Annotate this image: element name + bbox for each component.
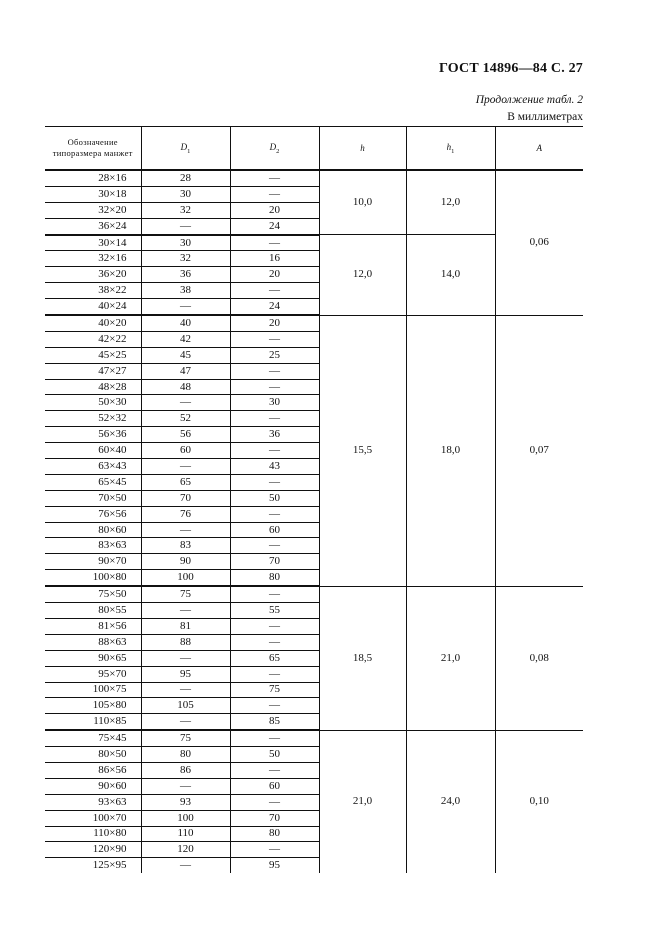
cell-d1: 28	[141, 170, 230, 186]
cell-d1: —	[141, 714, 230, 730]
cell-d1: 60	[141, 443, 230, 459]
cell-designation: 105×80	[45, 698, 141, 714]
cell-designation: 36×20	[45, 267, 141, 283]
cell-designation: 81×56	[45, 618, 141, 634]
cell-d2: 16	[230, 251, 319, 267]
cell-d1: 88	[141, 634, 230, 650]
cell-designation: 47×27	[45, 363, 141, 379]
cell-h1: 21,0	[406, 586, 495, 730]
cell-designation: 45×25	[45, 347, 141, 363]
cell-d2: —	[230, 762, 319, 778]
cell-d1: 75	[141, 730, 230, 746]
cell-designation: 28×16	[45, 170, 141, 186]
column-header-a	[495, 127, 583, 171]
cell-d1: —	[141, 299, 230, 315]
cell-designation: 42×22	[45, 331, 141, 347]
cell-d1: 83	[141, 538, 230, 554]
cell-d2: —	[230, 634, 319, 650]
cell-d2: —	[230, 235, 319, 251]
cell-h: 18,5	[319, 586, 406, 730]
column-header-designation: Обозначение типоразмера манжет	[45, 127, 141, 171]
cell-d2: 20	[230, 315, 319, 331]
cell-a: 0,10	[529, 795, 549, 808]
cell-a: 0,06	[495, 170, 583, 315]
cell-d1: —	[141, 522, 230, 538]
cell-designation: 86×56	[45, 762, 141, 778]
column-header-h	[319, 127, 406, 171]
cell-d2: 30	[230, 395, 319, 411]
table-continuation-note: Продолжение табл. 2	[475, 94, 583, 106]
cell-a: 0,07	[495, 315, 583, 586]
cell-designation: 75×45	[45, 730, 141, 746]
cell-designation: 76×56	[45, 506, 141, 522]
cell-d2: —	[230, 506, 319, 522]
cell-d2: 70	[230, 810, 319, 826]
units-note: В миллиметрах	[507, 111, 583, 123]
cell-d2: —	[230, 379, 319, 395]
cell-d1: 42	[141, 331, 230, 347]
d2-subscript: 2	[276, 147, 280, 155]
cell-d2: 60	[230, 522, 319, 538]
cell-d2: —	[230, 363, 319, 379]
cell-d1: 32	[141, 202, 230, 218]
cell-d2: 24	[230, 218, 319, 234]
cell-designation: 38×22	[45, 283, 141, 299]
cell-d1: 40	[141, 315, 230, 331]
cell-d2: —	[230, 443, 319, 459]
cell-d1: 70	[141, 490, 230, 506]
cell-d1: 81	[141, 618, 230, 634]
cell-d2: —	[230, 331, 319, 347]
cell-designation: 120×90	[45, 842, 141, 858]
cell-h1: 24,0	[406, 730, 495, 873]
cell-designation: 40×20	[45, 315, 141, 331]
cell-d2: —	[230, 698, 319, 714]
cell-d2: —	[230, 586, 319, 602]
column-header-d1	[141, 127, 230, 171]
cell-designation: 65×45	[45, 474, 141, 490]
cell-d1: 93	[141, 794, 230, 810]
column-header-d2	[230, 127, 319, 171]
cell-d1: 30	[141, 235, 230, 251]
cell-designation: 80×50	[45, 747, 141, 763]
cell-d1: —	[141, 218, 230, 234]
cell-d1: —	[141, 682, 230, 698]
cell-d1: 48	[141, 379, 230, 395]
cell-designation: 40×24	[45, 299, 141, 315]
cell-designation: 63×43	[45, 459, 141, 475]
cell-h: 21,0	[319, 730, 406, 873]
cell-d2: 24	[230, 299, 319, 315]
cell-d1: 38	[141, 283, 230, 299]
cell-designation: 32×20	[45, 202, 141, 218]
cell-d2: 80	[230, 570, 319, 586]
cell-designation: 50×30	[45, 395, 141, 411]
cell-d1: —	[141, 603, 230, 619]
cell-d1: 86	[141, 762, 230, 778]
cell-h1: 12,0	[406, 170, 495, 235]
a-symbol: A	[536, 143, 542, 153]
cell-d2: 36	[230, 427, 319, 443]
cell-d1: 65	[141, 474, 230, 490]
cell-d2: —	[230, 842, 319, 858]
cell-d2: 55	[230, 603, 319, 619]
cell-designation: 80×55	[45, 603, 141, 619]
cell-d2: —	[230, 170, 319, 186]
d1-symbol: D	[180, 141, 188, 152]
cell-designation: 75×50	[45, 586, 141, 602]
cell-d2: —	[230, 730, 319, 746]
d2-symbol: D	[269, 141, 277, 152]
cell-d2: 50	[230, 490, 319, 506]
cell-designation: 80×60	[45, 522, 141, 538]
column-header-h1	[406, 127, 495, 171]
cell-d2: —	[230, 666, 319, 682]
cell-h: 12,0	[319, 235, 406, 315]
cell-designation: 52×32	[45, 411, 141, 427]
cell-d1: 75	[141, 586, 230, 602]
cell-d2: 43	[230, 459, 319, 475]
table-row	[45, 315, 583, 331]
cell-designation: 30×18	[45, 186, 141, 202]
cell-d1: 76	[141, 506, 230, 522]
cell-d1: 32	[141, 251, 230, 267]
cell-designation: 70×50	[45, 490, 141, 506]
cell-d2: —	[230, 538, 319, 554]
cell-h: 10,0	[319, 170, 406, 235]
cell-designation: 36×24	[45, 218, 141, 234]
cell-d2: —	[230, 474, 319, 490]
cell-designation: 60×40	[45, 443, 141, 459]
cell-d2: 20	[230, 267, 319, 283]
cell-designation: 83×63	[45, 538, 141, 554]
cell-d2: —	[230, 618, 319, 634]
cell-h1: 14,0	[406, 235, 495, 315]
cell-d1: 30	[141, 186, 230, 202]
cell-designation: 93×63	[45, 794, 141, 810]
cell-d2: 50	[230, 747, 319, 763]
cell-d1: 45	[141, 347, 230, 363]
cell-designation: 88×63	[45, 634, 141, 650]
cell-d1: —	[141, 650, 230, 666]
cell-d1: 56	[141, 427, 230, 443]
cell-designation: 110×80	[45, 826, 141, 842]
cell-designation: 32×16	[45, 251, 141, 267]
cell-d1: 100	[141, 810, 230, 826]
document-header: ГОСТ 14896—84 С. 27	[439, 61, 583, 76]
cell-d1: 36	[141, 267, 230, 283]
cell-d1: 80	[141, 747, 230, 763]
h-symbol: h	[360, 143, 365, 153]
cell-a: 0,08	[495, 586, 583, 730]
cell-d1: 47	[141, 363, 230, 379]
cell-designation: 110×85	[45, 714, 141, 730]
d1-subscript: 1	[187, 147, 191, 155]
table-row	[45, 730, 583, 746]
cell-h: 15,5	[319, 315, 406, 586]
cell-d2: 60	[230, 778, 319, 794]
cell-designation: 90×70	[45, 554, 141, 570]
cell-d1: —	[141, 395, 230, 411]
cell-d1: —	[141, 858, 230, 873]
cell-d2: 85	[230, 714, 319, 730]
cell-d1: 110	[141, 826, 230, 842]
cell-designation: 125×95	[45, 858, 141, 873]
cell-designation: 56×36	[45, 427, 141, 443]
cell-designation: 48×28	[45, 379, 141, 395]
cell-d1: 95	[141, 666, 230, 682]
cell-d2: 20	[230, 202, 319, 218]
cell-d2: —	[230, 283, 319, 299]
table-body	[45, 170, 583, 873]
dimensions-table	[45, 126, 583, 873]
cell-d2: 80	[230, 826, 319, 842]
cell-d2: —	[230, 411, 319, 427]
cell-d1: 120	[141, 842, 230, 858]
cell-d1: —	[141, 459, 230, 475]
cell-d2: 25	[230, 347, 319, 363]
cell-designation: 30×14	[45, 235, 141, 251]
cell-designation: 100×70	[45, 810, 141, 826]
h1-subscript: 1	[451, 147, 455, 155]
cell-d2: 95	[230, 858, 319, 873]
table-row	[45, 586, 583, 602]
cell-d2: 70	[230, 554, 319, 570]
cell-d1: 100	[141, 570, 230, 586]
table-row	[45, 170, 583, 186]
cell-d1: 105	[141, 698, 230, 714]
table-header-row	[45, 127, 583, 171]
cell-designation: 100×75	[45, 682, 141, 698]
cell-d2: 65	[230, 650, 319, 666]
cell-designation: 90×65	[45, 650, 141, 666]
cell-designation: 90×60	[45, 778, 141, 794]
cell-d1: 52	[141, 411, 230, 427]
h1-symbol: h	[446, 141, 452, 152]
cell-d1: —	[141, 778, 230, 794]
cell-d1: 90	[141, 554, 230, 570]
cell-d2: —	[230, 794, 319, 810]
cell-h1: 18,0	[406, 315, 495, 586]
cell-d2: 75	[230, 682, 319, 698]
cell-designation: 100×80	[45, 570, 141, 586]
cell-designation: 95×70	[45, 666, 141, 682]
cell-d2: —	[230, 186, 319, 202]
